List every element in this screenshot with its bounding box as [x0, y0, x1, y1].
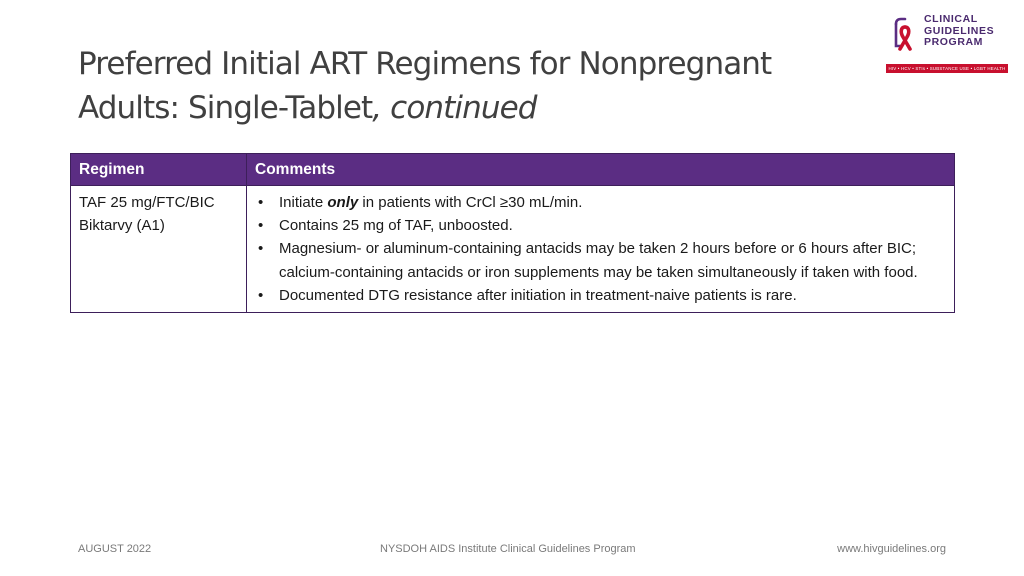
- regimen-name: TAF 25 mg/FTC/BIC: [79, 194, 215, 211]
- footer-org: NYSDOH AIDS Institute Clinical Guidelines Program: [380, 543, 636, 555]
- logo-tagline: HIV • HCV • STIs • SUBSTANCE USE • LGBT HEALTH: [886, 64, 1008, 73]
- footer-url[interactable]: www.hivguidelines.org: [837, 543, 946, 555]
- header-comments: Comments: [247, 154, 955, 186]
- title-line-2: [78, 86, 878, 130]
- table-header-row: [71, 154, 955, 186]
- comment-text: Initiate: [279, 194, 328, 211]
- ribbon-logo-icon: [892, 16, 918, 52]
- comment-item: [255, 191, 946, 214]
- header-regimen: Regimen: [71, 154, 247, 186]
- comment-item: [255, 214, 946, 237]
- footer-date: AUGUST 2022: [78, 543, 152, 555]
- regimen-cell: [71, 186, 247, 313]
- bullet-dot: •: [258, 240, 264, 258]
- regimen-brand: Biktarvy (A1): [79, 217, 165, 235]
- table-row: [71, 186, 955, 313]
- title-continued: , continued: [372, 90, 537, 126]
- title-line-1: Preferred Initial ART Regimens for Nonpregnant: [78, 46, 772, 82]
- comment-emphasis: only: [327, 194, 359, 211]
- regimen-table: [70, 153, 955, 313]
- bullet-dot: •: [258, 217, 264, 235]
- logo-line-1: CLINICAL: [924, 13, 978, 25]
- comments-cell: [247, 186, 955, 313]
- comment-item: [255, 284, 946, 307]
- bullet-dot: •: [258, 194, 264, 211]
- comment-text: Contains 25 mg of TAF, unboosted.: [279, 217, 513, 235]
- bullet-dot: •: [258, 286, 264, 304]
- comment-text: Documented DTG resistance after initiation in treatment-naive patients is rare.: [279, 286, 797, 304]
- logo-line-3: PROGRAM: [924, 36, 984, 48]
- comment-text: in patients with CrCl ≥30 mL/min.: [358, 194, 583, 211]
- logo-line-2: GUIDELINES: [924, 24, 995, 37]
- page-title: [78, 42, 878, 130]
- comments-list: [255, 191, 946, 307]
- comment-text: Magnesium- or aluminum-containing antacids may be taken 2 hours before or 6 hours after BIC; calcium-containing antacids or iron supplements may be taken simultaneously if taken with food.: [279, 240, 918, 281]
- title-line-2-text: Adults: Single-Tablet: [78, 90, 373, 126]
- logo-wordmark: [924, 14, 994, 49]
- clinical-guidelines-logo: [886, 12, 1008, 78]
- comment-item: [255, 237, 946, 283]
